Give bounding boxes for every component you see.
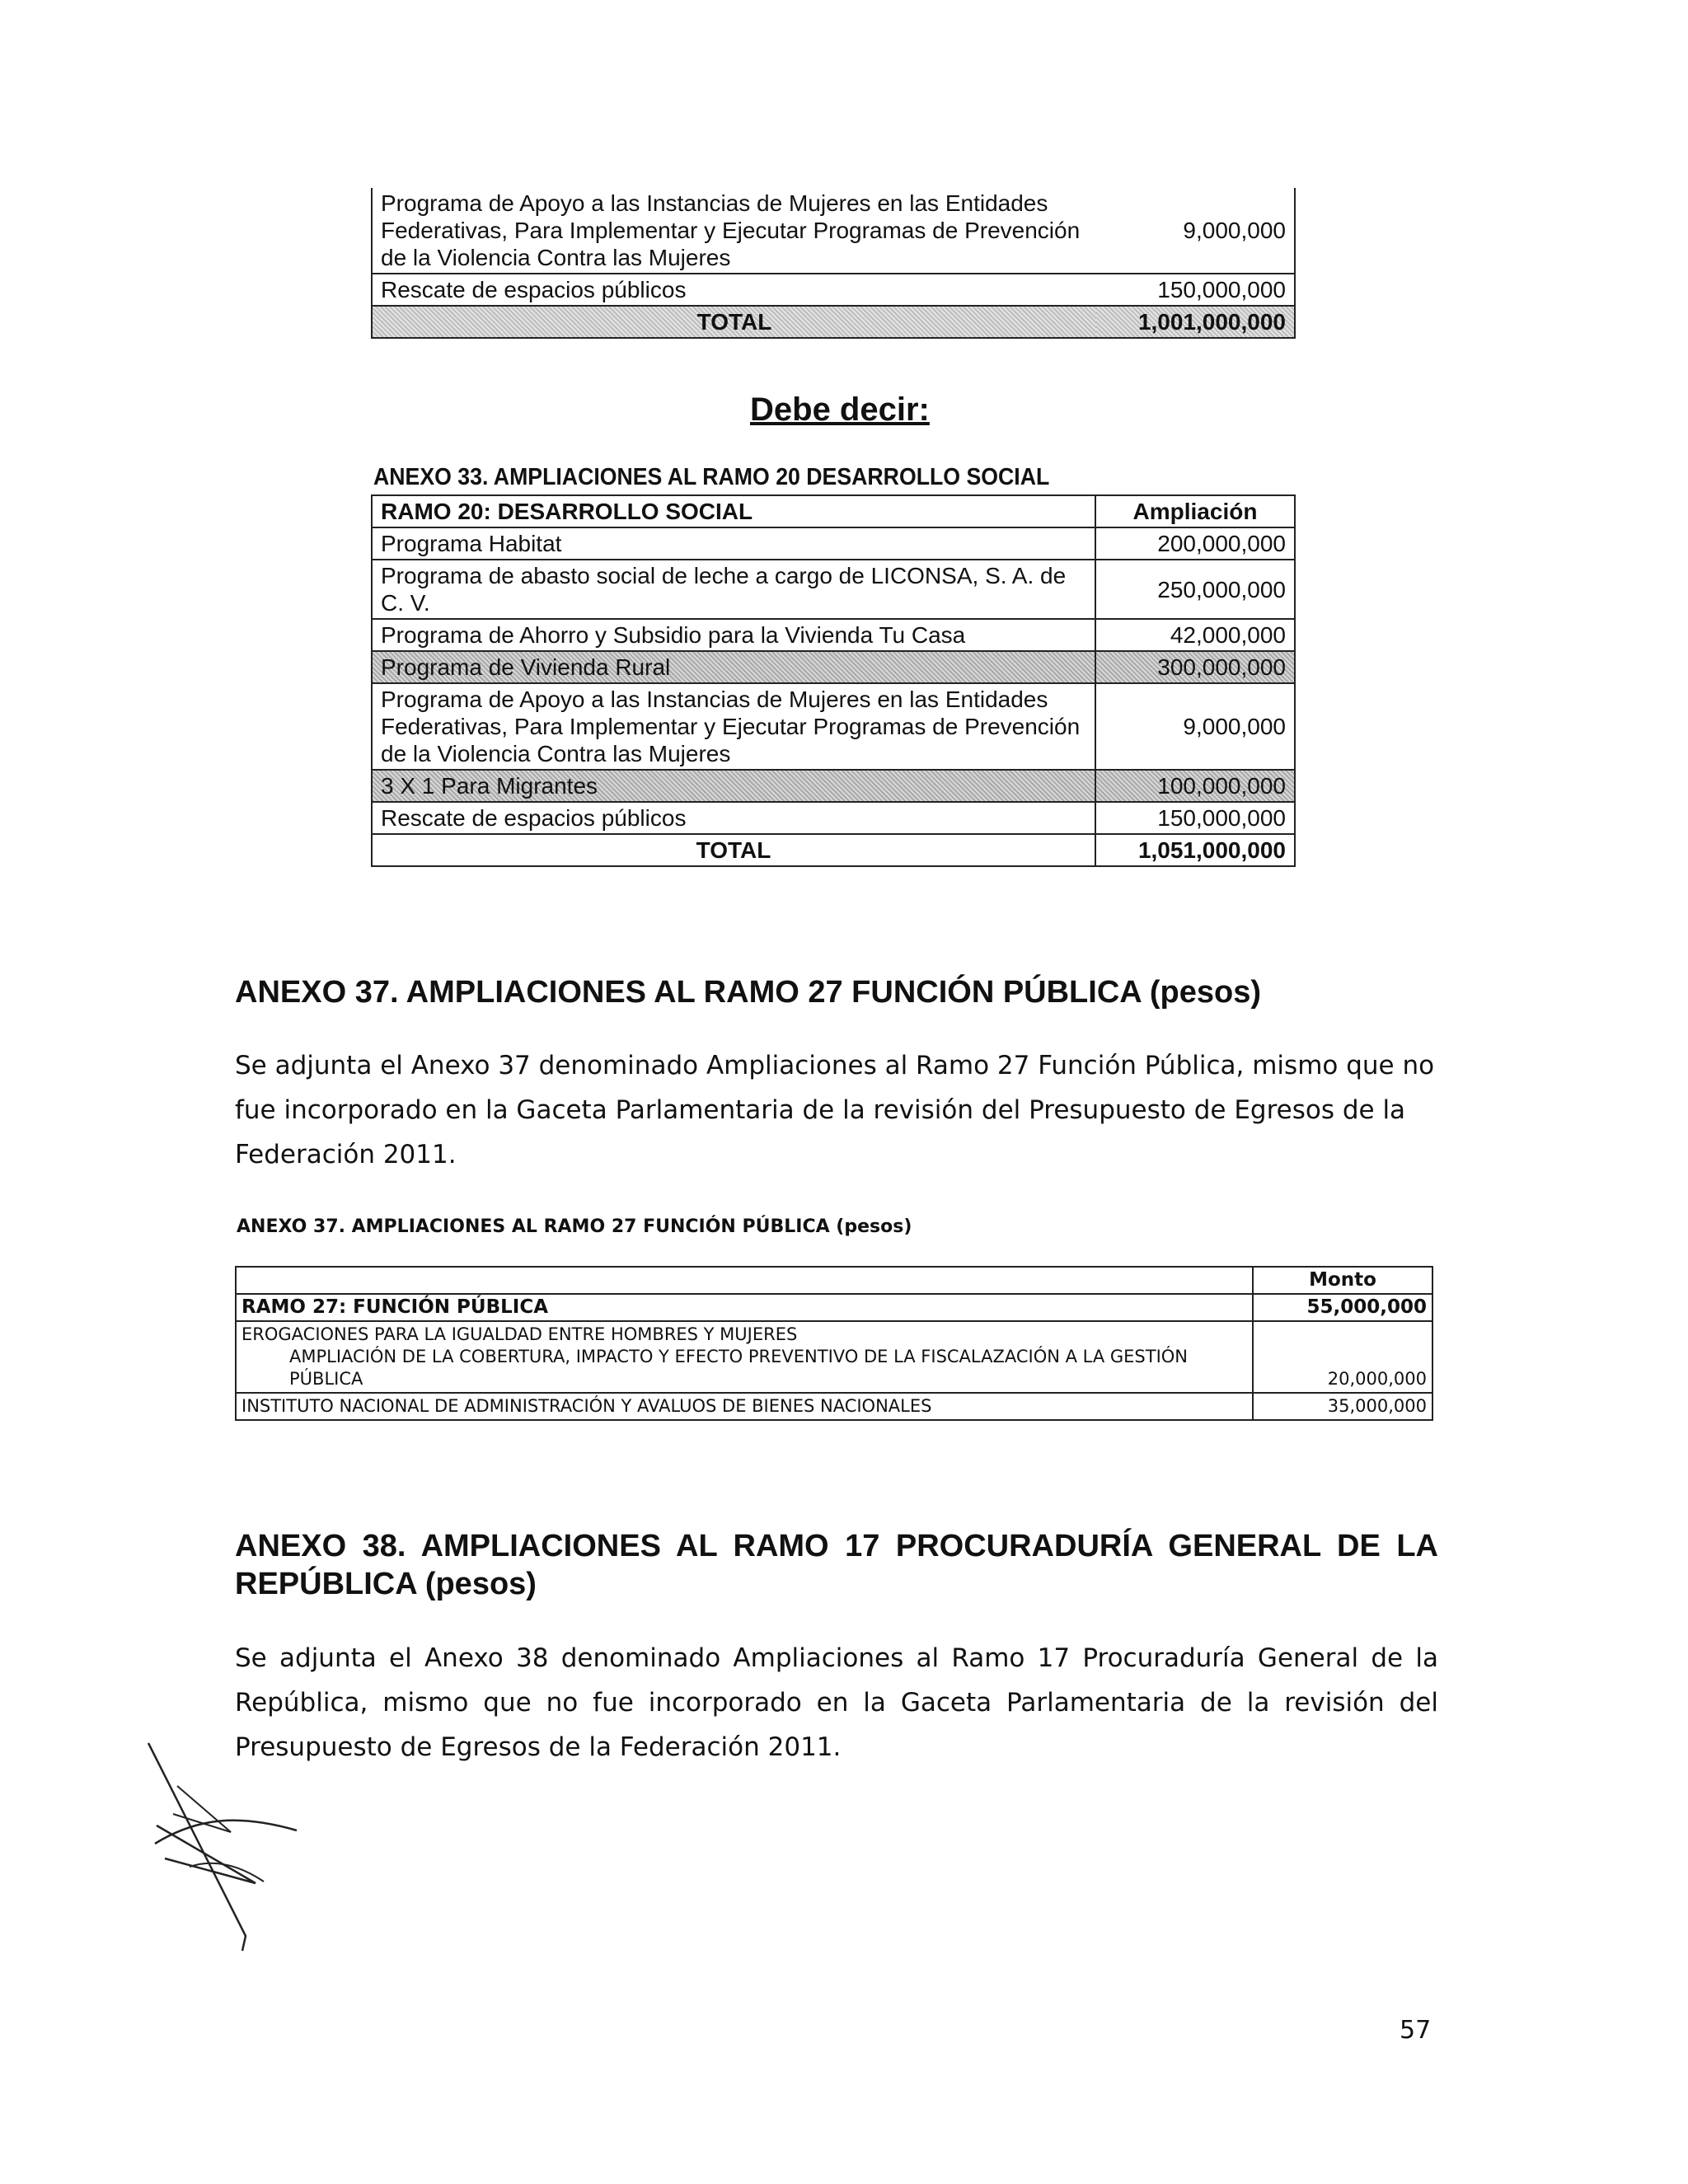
row-label: Programa de Apoyo a las Instancias de Mujeres en las Entidades Federativas, Para Implementar y Ejecutar Programas de Prevención de la Violencia Contra las Mujeres bbox=[372, 683, 1095, 770]
ramo-value: 55,000,000 bbox=[1253, 1294, 1432, 1321]
row-value: 150,000,000 bbox=[1096, 274, 1295, 306]
signature-mark bbox=[140, 1735, 313, 1966]
row-value: 300,000,000 bbox=[1095, 651, 1295, 683]
erogaciones-label: EROGACIONES PARA LA IGUALDAD ENTRE HOMBRES Y MUJERES bbox=[241, 1324, 798, 1344]
header-label: RAMO 20: DESARROLLO SOCIAL bbox=[372, 495, 1095, 527]
table-row bbox=[372, 188, 1295, 274]
table-row bbox=[372, 683, 1295, 770]
ampliacion-label: AMPLIACIÓN DE LA COBERTURA, IMPACTO Y EFECTO PREVENTIVO DE LA FISCALAZACIÓN A LA GESTIÓN PÚBLICA bbox=[289, 1347, 1189, 1389]
ampliacion-value: 20,000,000 bbox=[1253, 1321, 1432, 1393]
anexo37-heading: ANEXO 37. AMPLIACIONES AL RAMO 27 FUNCIÓN PÚBLICA (pesos) bbox=[235, 975, 1261, 1010]
anexo37-paragraph: Se adjunta el Anexo 37 denominado Ampliaciones al Ramo 27 Función Pública, mismo que no fue incorporado en la Gaceta Parlamentaria de la revisión del Presupuesto de Egresos de la Federación 2011. bbox=[235, 1051, 1435, 1169]
row-label: Programa Habitat bbox=[372, 527, 1095, 560]
row-label: Programa de abasto social de leche a cargo de LICONSA, S. A. de C. V. bbox=[372, 560, 1095, 619]
row-label: Rescate de espacios públicos bbox=[372, 802, 1095, 834]
row-label: 3 X 1 Para Migrantes bbox=[372, 770, 1095, 802]
row-label: Rescate de espacios públicos bbox=[372, 274, 1096, 306]
ramo-label: RAMO 27: FUNCIÓN PÚBLICA bbox=[236, 1294, 1253, 1321]
total-label: TOTAL bbox=[372, 834, 1095, 866]
table-row bbox=[372, 770, 1295, 802]
row-value: 42,000,000 bbox=[1095, 619, 1295, 651]
continuation-table bbox=[371, 188, 1296, 339]
table-row bbox=[372, 619, 1295, 651]
instituto-label: INSTITUTO NACIONAL DE ADMINISTRACIÓN Y AVALUOS DE BIENES NACIONALES bbox=[236, 1393, 1253, 1420]
total-value: 1,051,000,000 bbox=[1095, 834, 1295, 866]
anexo37-table-title: ANEXO 37. AMPLIACIONES AL RAMO 27 FUNCIÓN PÚBLICA (pesos) bbox=[237, 1216, 912, 1237]
row-value: 9,000,000 bbox=[1096, 188, 1295, 274]
table-row bbox=[372, 274, 1295, 306]
header-value: Ampliación bbox=[1095, 495, 1295, 527]
row-value: 9,000,000 bbox=[1095, 683, 1295, 770]
anexo38-heading: ANEXO 38. AMPLIACIONES AL RAMO 17 PROCURADURÍA GENERAL DE LA REPÚBLICA (pesos) bbox=[235, 1529, 1438, 1601]
anexo37-table bbox=[235, 1266, 1433, 1421]
table-row bbox=[236, 1393, 1432, 1420]
row-label: Programa de Ahorro y Subsidio para la Vivienda Tu Casa bbox=[372, 619, 1095, 651]
total-value: 1,001,000,000 bbox=[1096, 306, 1295, 338]
row-value: 250,000,000 bbox=[1095, 560, 1295, 619]
table-row bbox=[236, 1321, 1432, 1393]
row-label: Programa de Vivienda Rural bbox=[372, 651, 1095, 683]
table-row bbox=[372, 651, 1295, 683]
anexo38-paragraph: Se adjunta el Anexo 38 denominado Ampliaciones al Ramo 17 Procuraduría General de la República, mismo que no fue incorporado en la Gaceta Parlamentaria de la revisión del Presupuesto de Egresos de la Federación 2011. bbox=[235, 1643, 1438, 1762]
row-value: 100,000,000 bbox=[1095, 770, 1295, 802]
total-row bbox=[372, 306, 1295, 338]
table-header bbox=[372, 495, 1295, 527]
anexo33-title: ANEXO 33. AMPLIACIONES AL RAMO 20 DESARROLLO SOCIAL bbox=[373, 464, 1050, 490]
page-number: 57 bbox=[1400, 2016, 1432, 2045]
erogaciones-cell bbox=[236, 1321, 1253, 1393]
instituto-value: 35,000,000 bbox=[1253, 1393, 1432, 1420]
row-label: Programa de Apoyo a las Instancias de Mujeres en las Entidades Federativas, Para Implementar y Ejecutar Programas de Prevención de la Violencia Contra las Mujeres bbox=[372, 188, 1096, 274]
table-row bbox=[372, 802, 1295, 834]
debe-decir-heading: Debe decir: bbox=[750, 391, 930, 428]
header-empty bbox=[236, 1267, 1253, 1294]
table-row bbox=[372, 560, 1295, 619]
anexo33-table bbox=[371, 494, 1296, 867]
table-header bbox=[236, 1267, 1432, 1294]
row-value: 150,000,000 bbox=[1095, 802, 1295, 834]
total-label: TOTAL bbox=[372, 306, 1096, 338]
row-value: 200,000,000 bbox=[1095, 527, 1295, 560]
total-row bbox=[372, 834, 1295, 866]
table-row bbox=[372, 527, 1295, 560]
table-row bbox=[236, 1294, 1432, 1321]
header-monto: Monto bbox=[1253, 1267, 1432, 1294]
